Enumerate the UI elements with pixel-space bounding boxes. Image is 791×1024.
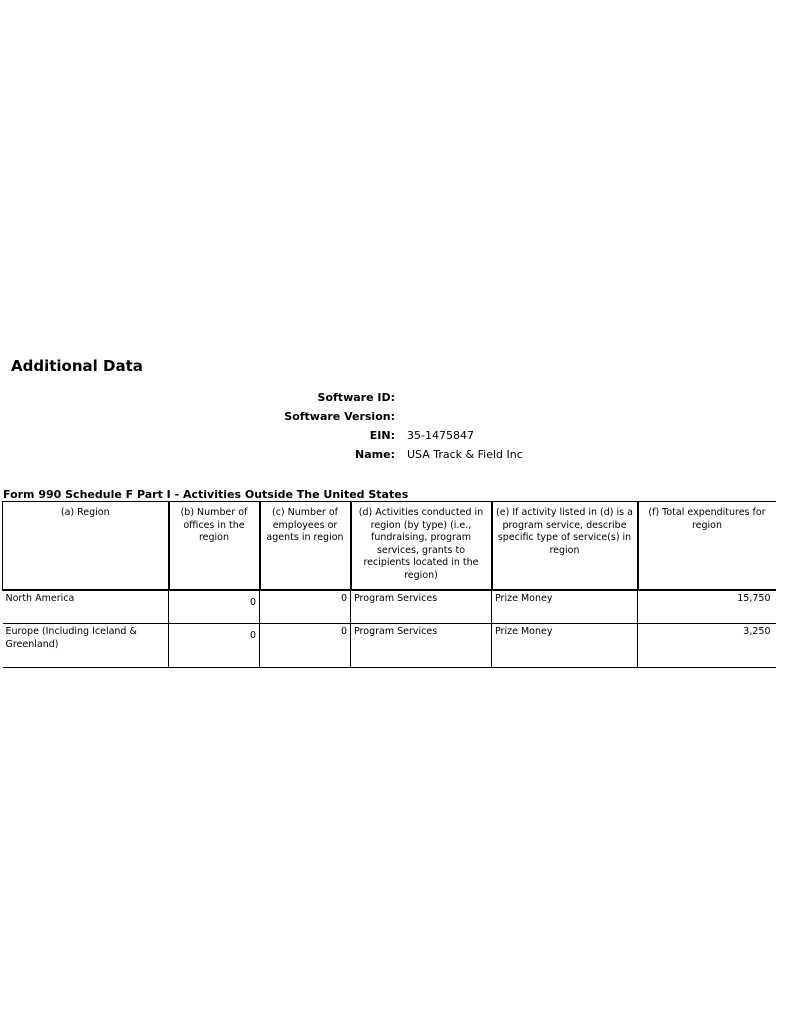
cell-region: Europe (Including Iceland & Greenland)	[3, 624, 169, 668]
cell-total: 3,250	[638, 624, 776, 668]
table-header-row	[3, 502, 776, 591]
schedule-f-table	[2, 501, 776, 668]
software-id-row	[200, 388, 600, 407]
cell-service-type: Prize Money	[492, 624, 638, 668]
name-label: Name:	[355, 448, 395, 461]
cell-activities: Program Services	[351, 624, 492, 668]
header-region: (a) Region	[3, 502, 169, 591]
cell-offices: 0	[169, 624, 260, 668]
software-version-label: Software Version:	[284, 410, 395, 423]
cell-employees: 0	[260, 590, 351, 624]
header-offices: (b) Number of offices in the region	[169, 502, 260, 591]
header-service-type: (e) If activity listed in (d) is a program service, describe specific type of service(s) in region	[492, 502, 638, 591]
ein-value: 35-1475847	[407, 429, 474, 442]
table-row	[3, 624, 776, 668]
page-title: Additional Data	[11, 357, 143, 375]
cell-activities: Program Services	[351, 590, 492, 624]
filer-info	[200, 388, 600, 464]
cell-offices: 0	[169, 590, 260, 624]
software-id-label: Software ID:	[317, 391, 395, 404]
ein-row	[200, 426, 600, 445]
header-total: (f) Total expenditures for region	[638, 502, 776, 591]
header-employees: (c) Number of employees or agents in region	[260, 502, 351, 591]
software-version-row	[200, 407, 600, 426]
cell-region: North America	[3, 590, 169, 624]
cell-total: 15,750	[638, 590, 776, 624]
cell-employees: 0	[260, 624, 351, 668]
name-value: USA Track & Field Inc	[407, 448, 523, 461]
cell-service-type: Prize Money	[492, 590, 638, 624]
section-title: Form 990 Schedule F Part I - Activities Outside The United States	[3, 488, 409, 501]
name-row	[200, 445, 600, 464]
table-row	[3, 590, 776, 624]
ein-label: EIN:	[369, 429, 395, 442]
header-activities: (d) Activities conducted in region (by type) (i.e., fundraising, program services, grants to recipients located in the region)	[351, 502, 492, 591]
